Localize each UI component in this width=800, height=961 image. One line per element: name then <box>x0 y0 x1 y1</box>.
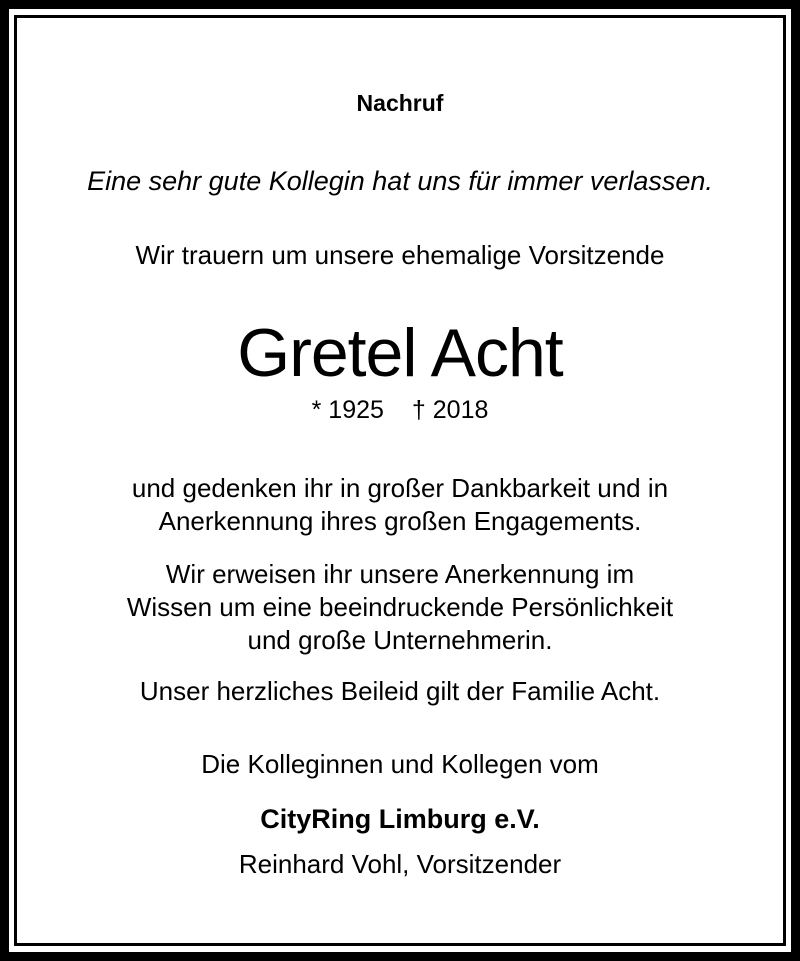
colleagues-line: Die Kolleginnen und Kollegen vom <box>201 749 599 779</box>
signer-line: Reinhard Vohl, Vorsitzender <box>238 849 562 879</box>
deceased-name: Gretel Acht <box>237 315 563 391</box>
subtitle: Eine sehr gute Kollegin hat uns für immer verlassen. <box>87 166 713 196</box>
paragraph-line: und gedenken ihr in großer Dankbarkeit und in <box>131 473 669 503</box>
life-dates <box>17 396 783 425</box>
paragraph-line: Anerkennung ihres großen Engagements. <box>158 506 642 536</box>
intro-text: Wir trauern um unsere ehemalige Vorsitzende <box>135 240 665 270</box>
heading: Nachruf <box>356 90 444 116</box>
recognition-paragraph <box>17 558 783 657</box>
remembrance-paragraph <box>17 472 783 538</box>
paragraph-line: Unser herzliches Beileid gilt der Familie Acht. <box>139 676 661 706</box>
birth-year: * 1925 <box>311 396 384 424</box>
organization-name: CityRing Limburg e.V. <box>260 804 540 834</box>
death-year: † 2018 <box>411 396 489 424</box>
paragraph-line: Wissen um eine beeindruckende Persönlichkeit <box>126 592 674 622</box>
paragraph-line: Wir erweisen ihr unsere Anerkennung im <box>165 559 635 589</box>
paragraph-line: und große Unternehmerin. <box>247 625 553 655</box>
condolence-paragraph <box>17 675 783 708</box>
